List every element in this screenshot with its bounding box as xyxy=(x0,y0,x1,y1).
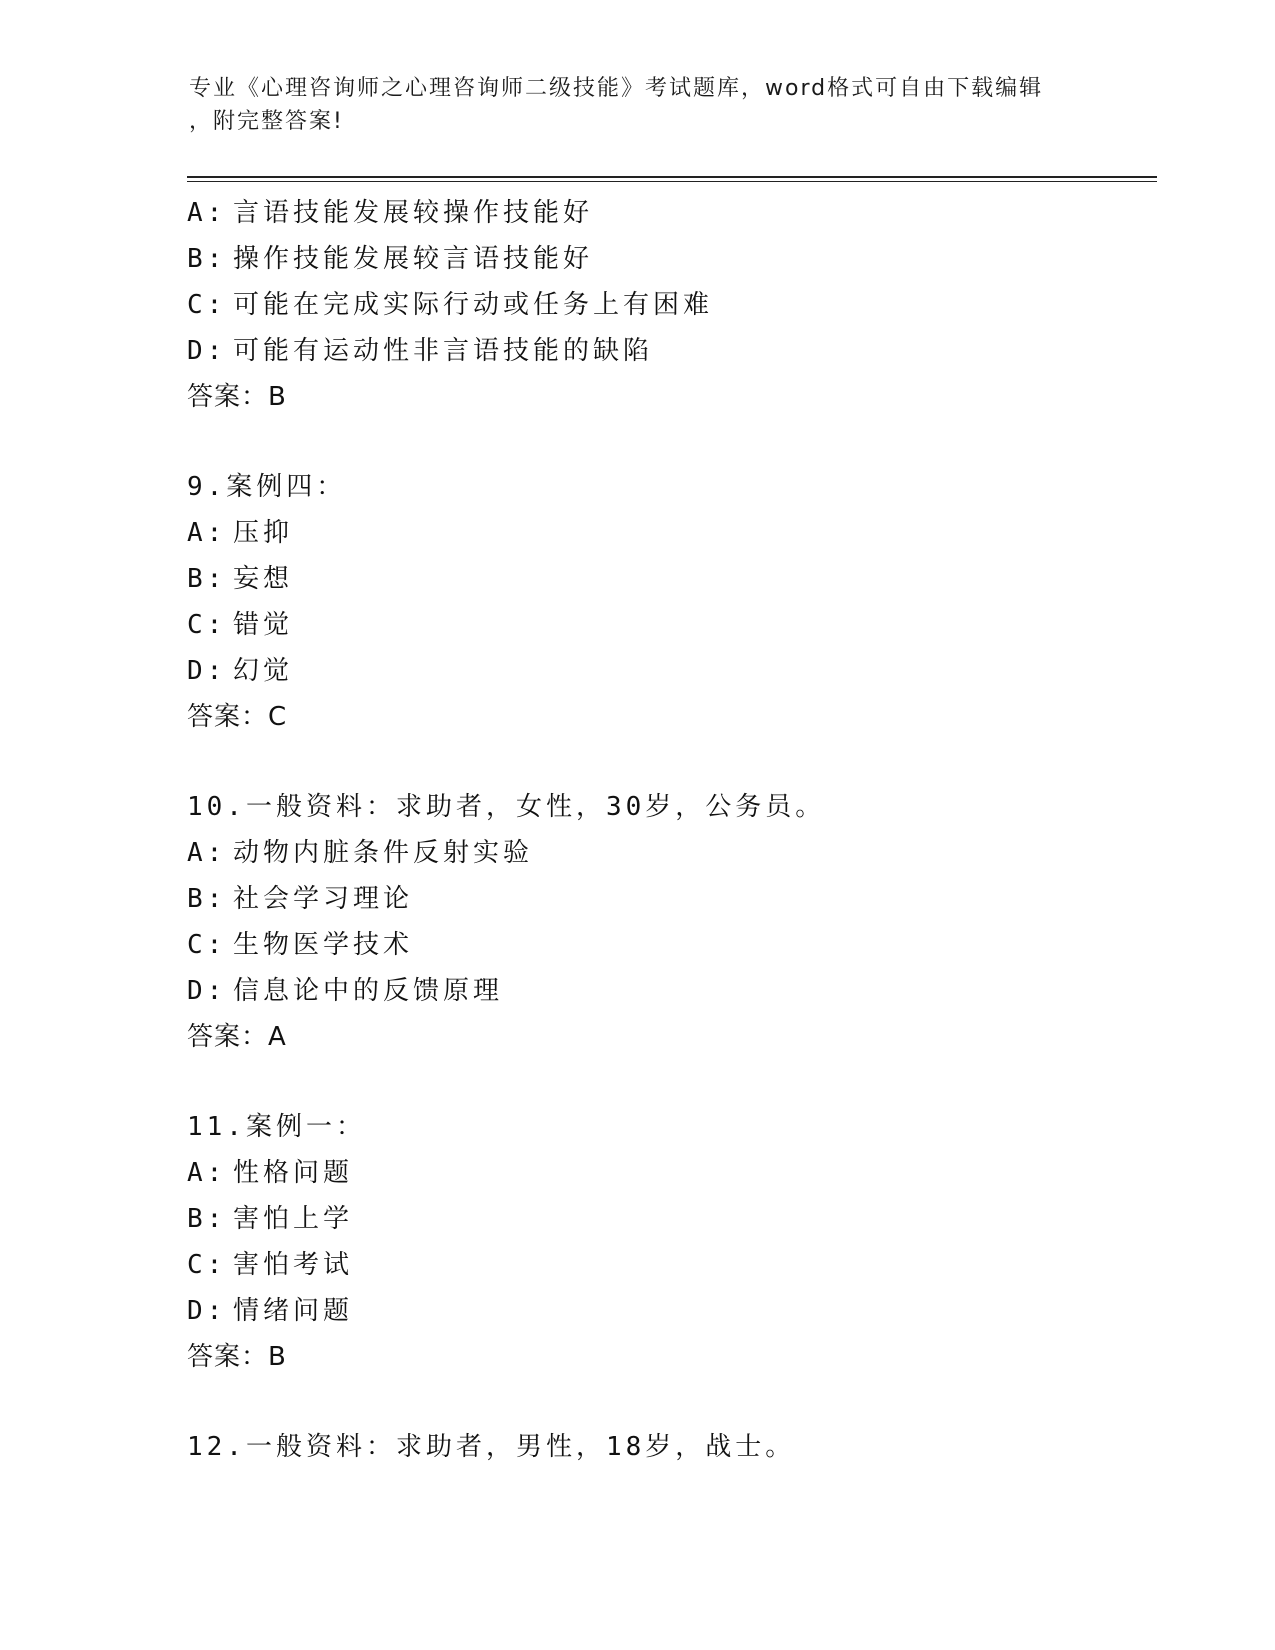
question-stem: 12.一般资料：求助者，男性，18岁，战士。 xyxy=(187,1432,796,1462)
option-b: B: 操作技能发展较言语技能好 xyxy=(187,244,594,274)
question-10 xyxy=(187,784,1157,1060)
question-12 xyxy=(187,1424,1157,1470)
answer-line: 答案：B xyxy=(187,1342,287,1372)
option-c: C: 害怕考试 xyxy=(187,1250,354,1280)
option-c: C: 生物医学技术 xyxy=(187,930,414,960)
previous-question-options xyxy=(187,190,1157,420)
document-header-line-1: 专业《心理咨询师之心理咨询师二级技能》考试题库，word格式可自由下载编辑 xyxy=(189,76,1044,101)
question-stem: 10.一般资料：求助者，女性，30岁，公务员。 xyxy=(187,792,826,822)
header-divider xyxy=(187,176,1157,182)
option-a: A: 性格问题 xyxy=(187,1158,354,1188)
question-stem: 11.案例一： xyxy=(187,1112,366,1142)
option-a: A: 动物内脏条件反射实验 xyxy=(187,838,534,868)
answer-line: 答案：C xyxy=(187,702,288,732)
question-stem: 9.案例四： xyxy=(187,472,347,502)
answer-line: 答案：A xyxy=(187,1022,287,1052)
option-a: A: 压抑 xyxy=(187,518,294,548)
answer-line: 答案：B xyxy=(187,382,287,412)
option-d: D: 幻觉 xyxy=(187,656,294,686)
option-d: D: 情绪问题 xyxy=(187,1296,354,1326)
option-c: C: 可能在完成实际行动或任务上有困难 xyxy=(187,290,714,320)
document-page xyxy=(187,72,1157,1470)
option-d: D: 可能有运动性非言语技能的缺陷 xyxy=(187,336,654,366)
question-9 xyxy=(187,464,1157,740)
question-11 xyxy=(187,1104,1157,1380)
option-a: A: 言语技能发展较操作技能好 xyxy=(187,198,594,228)
option-c: C: 错觉 xyxy=(187,610,294,640)
option-b: B: 社会学习理论 xyxy=(187,884,414,914)
option-d: D: 信息论中的反馈原理 xyxy=(187,976,504,1006)
option-b: B: 妄想 xyxy=(187,564,294,594)
document-header-line-2: ，附完整答案! xyxy=(189,109,344,134)
option-b: B: 害怕上学 xyxy=(187,1204,354,1234)
